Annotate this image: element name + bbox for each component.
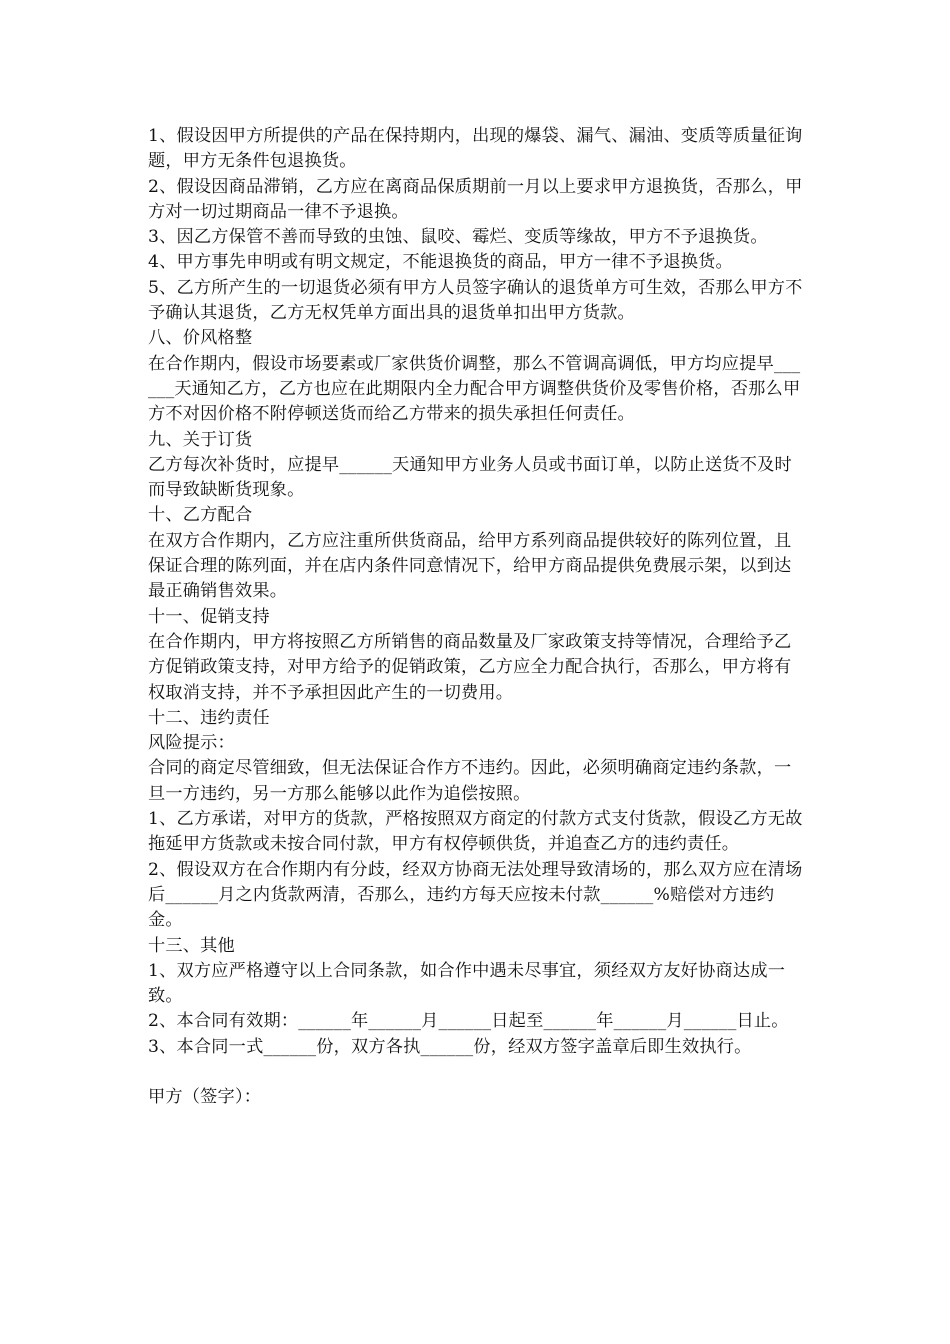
- clause-return-confirmation: 5、乙方所产生的一切退货必须有甲方人员签字确认的退货单方可生效，否那么甲方不予确认其退货，乙方无权凭单方面出具的退货单扣出甲方货款。: [148, 277, 803, 324]
- clause-return-improper-storage: 3、因乙方保管不善而导致的虫蚀、鼠咬、霉烂、变质等缘故，甲方不予退换货。: [148, 227, 768, 248]
- blank-line: [148, 1060, 808, 1085]
- section-heading-promotion-support: 十一、促销支持: [148, 606, 270, 627]
- section-heading-party-b-cooperation: 十、乙方配合: [148, 505, 253, 526]
- clause-other-compliance: 1、双方应严格遵守以上合同条款，如合作中遇未尽事宜，须经双方友好协商达成一致。: [148, 960, 786, 1007]
- clause-return-slow-sales: 2、假设因商品滞销，乙方应在离商品保质期前一月以上要求甲方退换货，否那么，甲方对一切过期商品一律不予退换。: [148, 176, 803, 222]
- section-heading-price-adjustment: 八、价风格整: [148, 328, 253, 349]
- clause-other-validity-period: 2、本合同有效期：______年______月______日起至______年______月______日止。: [148, 1011, 789, 1032]
- clause-promotion-support: 在合作期内，甲方将按照乙方所销售的商品数量及厂家政策支持等情况，合理给予乙方促销政策支持，对甲方给予的促销政策，乙方应全力配合执行，否那么，甲方将有权取消支持，并不予承担因此产生的一切费用。: [148, 631, 792, 703]
- clause-price-adjustment: 在合作期内，假设市场要素或厂家供货价调整，那么不管调高调低，甲方均应提早______天通知乙方，乙方也应在此期限内全力配合甲方调整供货价及零售价格，否那么甲方不对因价格不附停顿送货而给乙方带来的损失承担任何责任。: [148, 353, 801, 425]
- section-heading-other: 十三、其他: [148, 935, 235, 956]
- section-heading-ordering: 九、关于订货: [148, 429, 253, 450]
- clause-return-declared-items: 4、甲方事先申明或有明文规定，不能退换货的商品，甲方一律不予退换货。: [148, 252, 733, 273]
- clause-breach-dispute: 2、假设双方在合作期内有分歧，经双方协商无法处理导致清场的，那么双方应在清场后______月之内货款两清，否那么，违约方每天应按未付款______%赔偿对方违约金。: [148, 859, 803, 931]
- clause-breach-payment: 1、乙方承诺，对甲方的货款，严格按照双方商定的付款方式支付货款，假设乙方无故拖延甲方货款或未按合同付款，甲方有权停顿供货，并追查乙方的违约责任。: [148, 809, 803, 855]
- section-heading-breach-liability: 十二、违约责任: [148, 707, 270, 728]
- clause-party-b-cooperation: 在双方合作期内，乙方应注重所供货商品，给甲方系列商品提供较好的陈列位置，且保证合理的陈列面，并在店内条件同意情况下，给甲方商品提供免费展示架，以到达最正确销售效果。: [148, 530, 792, 602]
- risk-notice-text: 合同的商定尽管细致，但无法保证合作方不违约。因此，必须明确商定违约条款，一旦一方违约，另一方那么能够以此作为追偿按照。: [148, 758, 792, 804]
- clause-other-copies: 3、本合同一式______份，双方各执______份，经双方签字盖章后即生效执行。: [148, 1036, 752, 1057]
- clause-return-quality: 1、假设因甲方所提供的产品在保持期内，出现的爆袋、漏气、漏油、变质等质量征询题，甲方无条件包退换货。: [148, 126, 803, 172]
- party-a-signature-label: 甲方（签字）：: [148, 1087, 262, 1108]
- clause-ordering: 乙方每次补货时，应提早______天通知甲方业务人员或书面订单，以防止送货不及时而导致缺断货现象。: [148, 454, 792, 501]
- risk-notice-label: 风险提示：: [148, 733, 235, 754]
- document-body: [148, 124, 808, 1111]
